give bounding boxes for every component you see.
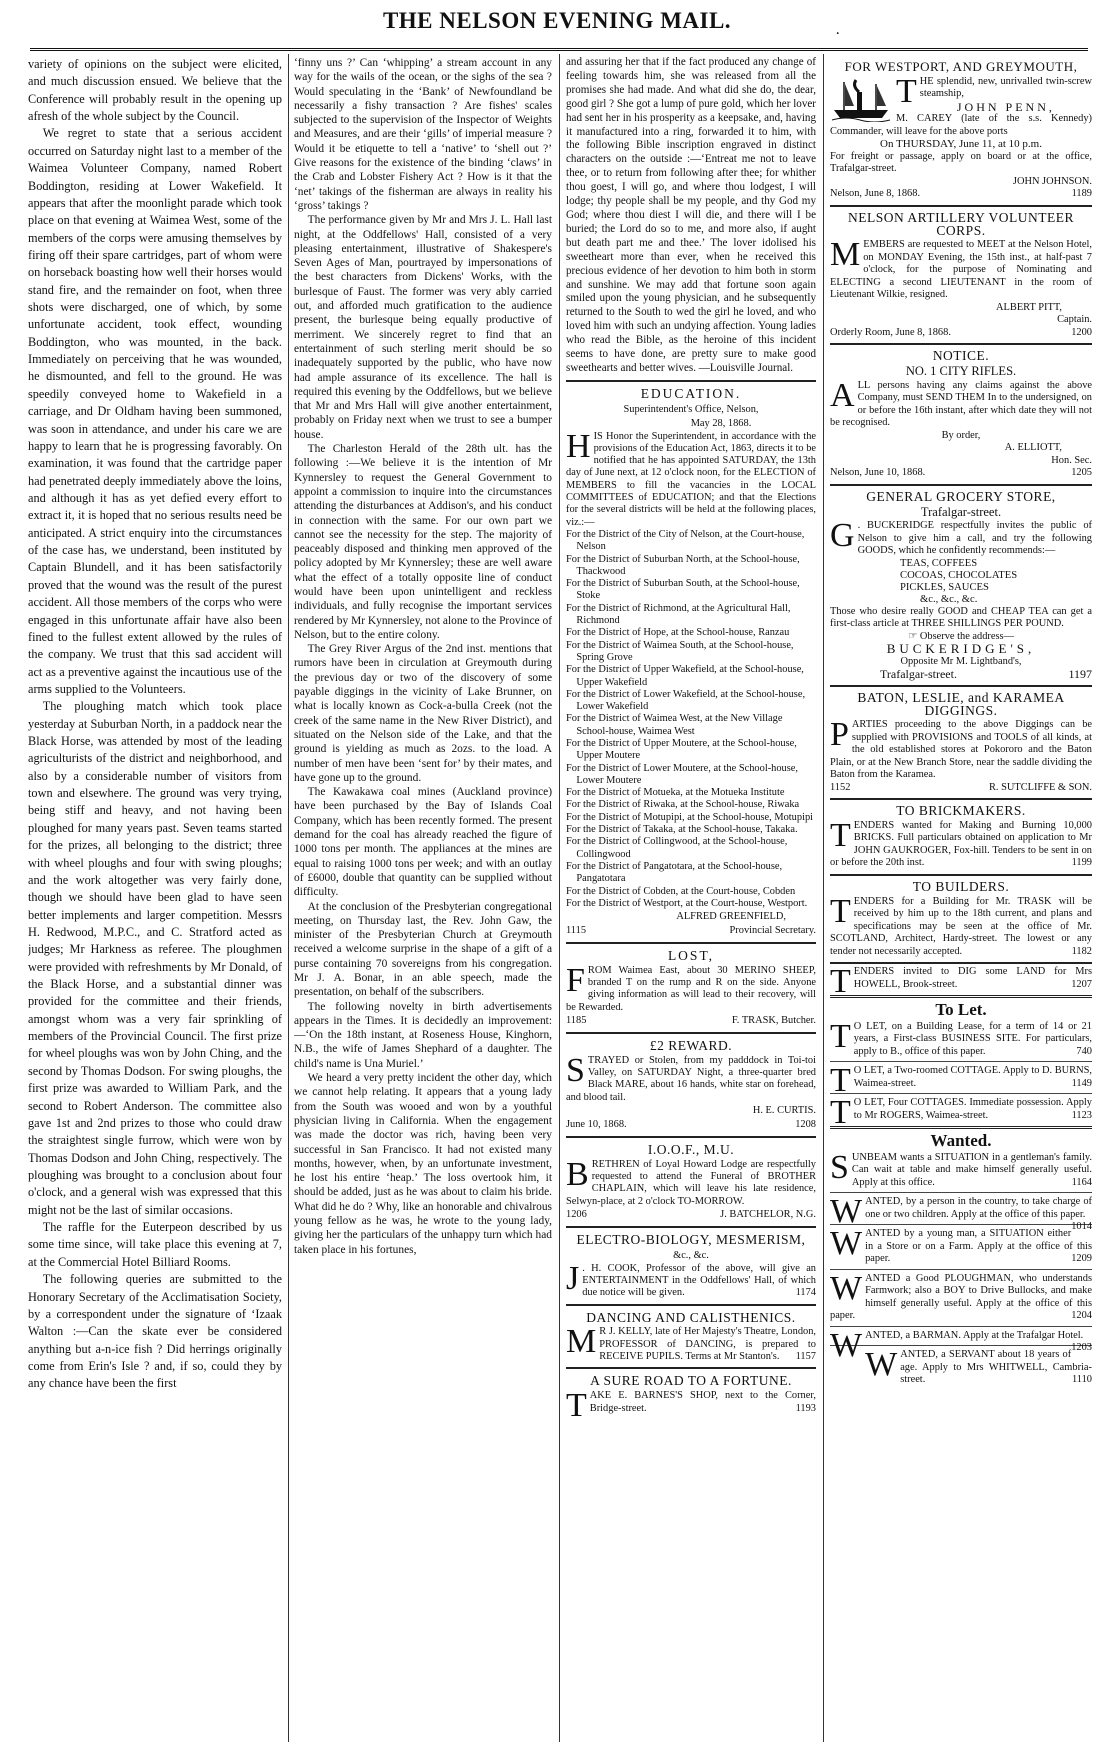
article-paragraph: The raffle for the Euterpeon described by us some time since, will take place this evening at 7, at the Commercial Hotel Billiard Rooms. [28, 1220, 282, 1269]
ad-body: EMBERS are requested to MEET at the Nelson Hotel, on MONDAY Evening, the 15th inst., at half-past 7 o'clock, for the purpose of Nominating and ELECTING a second LIEUTENANT in the room of Lieutenant Wilkie, resigned. [830, 239, 1092, 301]
ad-body: ANTED, a BARMAN. Apply at the Trafalgar Hotel. [865, 1329, 1084, 1341]
grocery-notice [830, 486, 1092, 687]
drop-cap: T [830, 1062, 851, 1100]
column-rule [559, 54, 560, 1742]
article-paragraph: variety of opinions on the subject were elicited, and much discussion ensued. We believe that the Conference will probably result in the opening up afresh of the whole subject by the Council. [28, 57, 282, 124]
ad-body: Observe the address— [919, 630, 1014, 642]
column-rule [288, 54, 289, 1742]
ad-title: DANCING AND CALISTHENICS. [586, 1309, 796, 1325]
ad-title: I.O.O.F., M.U. [647, 1141, 735, 1157]
ad-number: 1152 [830, 781, 851, 793]
ad-body: ENDERS for a Building for Mr. TRASK will be received by him up to the 18th current, and plans and specifications may be seen at the office of Mr. SCOTLAND, Architect, Hardy-street. The lowest or any tender not necessarily accepted. [830, 895, 1092, 957]
article-paragraph: The following queries are submitted to the Honorary Secretary of the Acclimatisation Society, by a correspondent under the signature of ‘Izaak Walton :—Can the skate ever be considered anything but a-n-ice fish ? Did herrings originally come from Erin's Isle ? and, if so, could they by any chance have been the first [28, 1272, 282, 1391]
list-item: For the District of Lower Moutere, at the School-house, Lower Moutere [566, 762, 799, 786]
ad-number: 1199 [1071, 857, 1092, 869]
list-item: For the District of Cobden, at the Court-house, Cobden [566, 885, 796, 897]
ad-body: Those who desire really GOOD and CHEAP TEA can get a first-class article at THREE SHILLINGS PER POUND. [830, 605, 1092, 630]
dateline: Superintendent's Office, Nelson, [623, 403, 759, 415]
signature: A. ELLIOTT, [1004, 442, 1062, 454]
drop-cap: W [830, 1193, 863, 1231]
ad-body: HE splendid, new, unrivalled twin-screw steamship, [919, 75, 1092, 100]
article-paragraph: We regret to state that a serious accident occurred on Saturday night last to a member of the Waimea Volunteer Company, named Robert Boddington, residing at Lower Wakefield. It appears that after the moonlight parade which took place on that evening at Waimea West, some of the members of the corps were amusing themselves by firing off their spare cartridges, part of whom were on horseback boasting how well their horses would stand fire, and the remainder on foot, when three shots were discharged, one of which, by some unfortunate accident, took effect, wounding Boddington, who was mounted, in the back. Immediately on perceiving that he was wounded, he dismounted, and fell to the ground. He was speedily conveyed home to Wakefield in a carriage, and Dr Oldham having been summoned, was soon in attendance, and under his care we are happy to learn that he is progressing favorably. On examination, it was found that the cartridge paper had penetrated deeply immediately above the loins, and although it has as yet defied every effort to extract it, it is hoped that no serious results need be anticipated. A strict enquiry into the circumstances of the case has, we understand, been instituted by Captain Blundell, and it has been satisfactorily proved that the wound was the result of the purest accident. All those members of the corps who were engaged in this unfortunate affair have also been fined to the fullest extent allowed by the rules of the company. We trust that this sad accident will act as a preventive against the incautious use of the arms supplied to the Volunteers. [28, 126, 282, 696]
drop-cap: T [830, 963, 851, 1001]
drop-cap: S [566, 1051, 585, 1089]
westport-notice [830, 56, 1092, 207]
ad-title: TO BRICKMAKERS. [896, 803, 1026, 819]
drop-cap: T [830, 892, 851, 930]
rifles-notice [830, 345, 1092, 486]
by-order: By order, [941, 429, 981, 441]
ad-title: ELECTRO-BIOLOGY, MESMERISM, [576, 1231, 806, 1247]
to-let-section [830, 998, 1092, 1132]
article-paragraph: The performance given by Mr and Mrs J. L. Hall last night, at the Oddfellows' Hall, consisted of a very pleasing entertainment, illustrative of Shakespere's Seven Ages of Man, pourtrayed by impersonations of the best characters from Dickens' Works, with the burlesque of Faust. The former was very ably carried out, and afforded much gratification to the audience present, the burlesque being equally productive of merriment. We sincerely regret to find that an entertainment of such sterling merit should be so inadequately supported by the public, who have now had ample assurance of its excellence. The hall is required this evening by the Oddfellows, but we believe that Mr and Mrs Hall will give another entertainment, probably on Friday next when we trust to see a bumper house. [294, 214, 552, 441]
ad-number: 1174 [795, 1287, 816, 1299]
list-item: &c., &c., &c. [920, 593, 978, 605]
signature: JOHN JOHNSON. [1012, 175, 1092, 187]
ad-body: R J. KELLY, late of Her Majesty's Theatre, London, PROFESSOR of DANCING, is prepared to RECEIVE PUPILS. Terms at Mr Stanton's. [599, 1326, 816, 1363]
signature: ALBERT PITT, [996, 301, 1062, 313]
ad-body: O LET, Four COTTAGES. Immediate possession. Apply to Mr ROGERS, Waimea-street. [853, 1097, 1092, 1121]
list-item: For the District of Lower Wakefield, at the School-house, Lower Wakefield [566, 688, 806, 713]
street-name: Trafalgar-street. [880, 667, 957, 682]
list-item: For the District of Hope, at the School-house, Ranzau [566, 627, 790, 639]
list-item: For the District of Motupipi, at the School-house, Motupipi [566, 811, 814, 823]
list-item: COCOAS, CHOCOLATES [900, 569, 1018, 581]
drop-cap: M [566, 1323, 597, 1361]
masthead-rule [30, 48, 1088, 51]
ad-number: 1200 [1071, 326, 1092, 338]
column-2 [294, 56, 552, 1740]
signature: ALFRED GREENFIELD, [676, 911, 786, 923]
ad-subtitle: &c., &c. [673, 1249, 709, 1261]
list-item: For the District of Suburban North, at the School-house, Thackwood [566, 553, 800, 577]
ad-title: FOR WESTPORT, AND GREYMOUTH, [844, 59, 1078, 74]
ad-body: ENDERS invited to DIG some LAND for Mrs HOWELL, Brook-street. [853, 966, 1092, 990]
ad-number: 1164 [1071, 1176, 1092, 1188]
dig-notice [830, 963, 1092, 1001]
drop-cap: P [830, 716, 849, 754]
pointing-hand-icon: ☞ [907, 630, 918, 642]
signer-role: Provincial Secretary. [729, 925, 816, 937]
ad-body: AKE E. BARNES'S SHOP, next to the Corner, Bridge-street. [589, 1390, 816, 1414]
list-item: For the District of Upper Moutere, at the School-house, Upper Moutere [566, 737, 797, 762]
list-item: TEAS, COFFEES [900, 557, 978, 569]
ad-number: 1203 [1071, 1342, 1092, 1354]
education-notice [566, 382, 816, 944]
signer-role: Captain. [1057, 314, 1092, 326]
article-paragraph: The following novelty in birth advertisements appears in the Times. It is decidedly an improvement:—‘On the 18th instant, at Roseness House, Kinghorn, N.B., the wife of James Shephard of a daughter. The child's name is Una Muriel.’ [294, 1000, 552, 1070]
ad-body: ARTIES proceeding to the above Diggings can be supplied with PROVISIONS and TOOLS of all kinds, at the old established stores at Pokororo and the Baton Plain, or at the New Branch Store, near the saddle dividing the Baton from the Karamea. [830, 719, 1092, 781]
ad-number: 1193 [795, 1402, 816, 1414]
article-paragraph: We heard a very pretty incident the other day, which we cannot help relating. It appears that a young lady from the South was wooed and won by a youthful physician living in California. When the engagement was made the doctor was rich, having been very successful in San Francisco. It had not existed many months, however, when, by an unfortunate investment, he lost his entire ‘heap.’ The loss overtook him, it should be added, just as he was about to claim his bride. What did he do ? Why, like an honorable and chivalrous young fellow as he was, he wrote to the young lady, giving her the particulars of the unhappy turn which had taken place in his fortunes, [294, 1072, 552, 1256]
ad-body: ANTED by a young man, a SITUATION either in a Store or on a Farm. Apply at the office of this paper. [865, 1228, 1092, 1265]
column-rule [823, 54, 824, 1742]
reward-notice [566, 1034, 816, 1138]
ad-number: 1207 [1071, 978, 1092, 990]
list-item: For the District of Waimea West, at the New Village School-house, Waimea West [566, 713, 783, 737]
section-title: Wanted. [930, 1131, 992, 1151]
article-paragraph: and assuring her that if the fact produced any change of feeling towards him, she was released from all the promises she had made. And what did she do, the dear, good girl ? She got a lump of pure gold, which her lover had sent her in his prosperity as a keepsake, and, having it manufactured into a ring, forwarded it to him, with the following Bible inscription engraved in distinct characters on the outside :—‘Entreat me not to leave thee, or to return from following after thee; for whither thou goest, I will go, and where thou lodgest, I will lodge; thy people shall be my people, and thy God my God; where thou diest I will die, and there will I be buried; the Lord do so to me, and more also, if aught but death part me and thee.’ The lover idolised his sweetheart more than ever, when he received this precious evidence of her devotion to him both in storm and sunshine. We may add that fortune soon again smiled upon the young physician, and he subsequently returned to the South to wed the girl he loved, and who loved him with such an undying affection. Young ladies who read the Bible, as the heroine of this incident seems to have done, are pretty sure to make good sweethearts and better wives. —Louisville Journal. [566, 56, 816, 382]
ad-body: ANTED a Good PLOUGHMAN, who understands Farmwork; also a BOY to Drive Bullocks, and make himself generally useful. Apply at the office of this paper. [830, 1272, 1092, 1322]
brickmakers-notice [830, 800, 1092, 876]
ad-number: 1115 [566, 925, 587, 937]
ad-title: NOTICE. [932, 348, 990, 364]
drop-cap: T [896, 72, 917, 110]
ad-number: 740 [1076, 1045, 1092, 1057]
ad-body: . H. COOK, Professor of the above, will give an ENTERTAINMENT in the Oddfellows' Hall, of which due notice will be given. [582, 1262, 816, 1299]
ad-title: BATON, LESLIE, and KARAMEA DIGGINGS. [857, 690, 1065, 718]
ad-title: EDUCATION. [640, 385, 742, 401]
list-item: For the District of Westport, at the Court-house, Westport. [566, 897, 808, 909]
list-item: For the District of the City of Nelson, at the Court-house, Nelson [566, 528, 805, 553]
ship-name: JOHN PENN, [956, 99, 1055, 114]
article-paragraph: The ploughing match which took place yesterday at Suburban North, in a paddock near the Black Horse, was attended by most of the leading agriculturists of the district and neighborhood, and also by a considerable number of visitors from town and elsewhere. The ground was very trying, being stiff and heavy, and not having been ploughed for many years past. Seven teams started for the prizes, all belonging to the district; three with wheel ploughs and four with swing ploughs; and the work altogether was very fairly done, though we should have been glad to have seen better implements and larger competition. Messrs H. Redwood, M.P.C., and C. Stratford acted as judges; Mr Harkness as referee. The ploughmen were provided with refreshments by Mr Donald, of the Black Horse, and a substantial dinner was provided for the committee and their friends, amongst whom was a very fair sprinkling of members of the Provincial Council. The first prize for wheel ploughs was won by John Ching, and the second by Thomas Dodson. For swing ploughs, the first prize was awarded to William Park, and the second to Robert Anderson. The committee also gave 1st and 2nd prizes to those who could draw the straightest single furrow, which were won by Thomas Dodson and John Ching, respectively. The ploughing was brought to a conclusion about four o'clock, and a general wish was expressed that this might not be the last of similar occasions. [28, 699, 282, 1217]
drop-cap: T [830, 1017, 851, 1055]
ad-number: 1182 [1071, 945, 1092, 957]
ad-number: 1206 [566, 1208, 587, 1220]
ad-date: Nelson, June 10, 1868. [830, 467, 926, 479]
ad-title: GENERAL GROCERY STORE, [866, 489, 1056, 504]
ad-number: 1205 [1071, 467, 1092, 479]
drop-cap: M [830, 236, 861, 274]
article-paragraph: The Kawakawa coal mines (Auckland province) have been purchased by the Bay of Islands Coal Company, which has been recently formed. The present demand for the coal has already reached the figure of 1000 tons per month. The appliances at the mines are equal to raising 1000 tons per week; and with an outlay of £6000, double that quantity can be supplied without difficulty. [294, 786, 552, 899]
ad-title: NELSON ARTILLERY VOLUNTEER CORPS. [848, 209, 1074, 238]
ad-body: TRAYED or Stolen, from my padddock in Toi-toi Valley, on SATURDAY Night, a three-quarter bred Black MARE, about 16 hands, white star on forehead, and blood tail. [566, 1054, 816, 1103]
electro-notice [566, 1228, 816, 1306]
ad-title: LOST, [667, 947, 715, 963]
list-item: For the District of Pangatotara, at the School-house, Pangatotara [566, 860, 783, 885]
ad-subtitle: Trafalgar-street. [920, 504, 1002, 519]
drop-cap: F [566, 961, 585, 999]
newspaper-title: THE NELSON EVENING MAIL. [382, 8, 732, 33]
ad-number: 1149 [1071, 1077, 1092, 1089]
article-paragraph: The Grey River Argus of the 2nd inst. mentions that rumors have been in circulation at Greymouth during the previous day or two of the discovery of some payable diggings in the vicinity of Lake Brunner, on what is locally known as Cock-a-bulla Creek (not the creek of the same name in the New River District), and situated on the Nelson side of the Lake, and that the ground is yielding as much as 2ozs. to the load. A number of men have been ‘sent for’ by their mates, and have gone up to the ground. [294, 643, 552, 784]
list-item: For the District of Collingwood, at the School-house, Collingwood [566, 836, 788, 860]
drop-cap: W [830, 1326, 863, 1364]
signer-role: Hon. Sec. [1051, 454, 1092, 466]
drop-cap: T [830, 1094, 851, 1132]
ad-title: TO BUILDERS. [912, 878, 1010, 894]
drop-cap: H [566, 427, 591, 465]
ad-body: ENDERS wanted for Making and Burning 10,000 BRICKS. Full particulars obtained on application to Mr JOHN GAUKROGER, Fox-hill. Tenders to be sent in on or before the 20th inst. [830, 819, 1092, 869]
ad-number: 1185 [566, 1015, 587, 1027]
drop-cap: B [566, 1155, 589, 1193]
shop-name: BUCKERIDGE'S, [886, 641, 1036, 657]
ad-body: M. CAREY (late of the s.s. Kennedy) Commander, will leave for the above ports [830, 113, 1092, 137]
ad-body: RETHREN of Loyal Howard Lodge are respectfully requested to attend the Funeral of BROTHER CHAPLAIN, which will leave his late residence, Selwyn-place, at 2 o'clock TO-MORROW. [566, 1158, 816, 1207]
ad-number: 1189 [1071, 188, 1092, 200]
ad-body: For freight or passage, apply on board or at the office, Trafalgar-street. [830, 150, 1092, 175]
ad-body: . BUCKERIDGE respectfully invites the public of Nelson to give him a call, and try the following GOODS, which he confidently recommends:— [857, 520, 1092, 557]
ad-number: 1123 [1071, 1109, 1092, 1121]
goods-list [830, 558, 1092, 606]
signature: R. SUTCLIFFE & SON. [988, 781, 1092, 793]
drop-cap: W [865, 1346, 898, 1384]
signature: H. E. CURTIS. [752, 1105, 816, 1117]
drop-cap: T [566, 1387, 587, 1425]
ad-body: ANTED, by a person in the country, to take charge of one or two children. Apply at the office of this paper. [865, 1196, 1092, 1220]
ad-title: A SURE ROAD TO A FORTUNE. [590, 1373, 792, 1389]
baton-notice [830, 687, 1092, 800]
ad-number: 1157 [795, 1351, 816, 1363]
dancing-notice [566, 1306, 816, 1370]
drop-cap: J [566, 1259, 580, 1297]
ad-body: ROM Waimea East, about 30 MERINO SHEEP, branded T on the rump and R on the side. Anyone giving information as will lead to their recovery, will be Rewarded. [566, 964, 816, 1013]
fortune-notice [566, 1369, 816, 1425]
ad-body: LL persons having any claims against the above Company, must SEND THEM In to the undersigned, on or before the 16th instant, after which date they will not be recognised. [830, 379, 1092, 429]
masthead-dot: . [835, 22, 840, 38]
artillery-notice [830, 207, 1092, 345]
ad-number: 1110 [1071, 1374, 1092, 1386]
column-3 [566, 56, 816, 1740]
ad-date: Nelson, June 8, 1868. [830, 188, 921, 200]
article-paragraph: At the conclusion of the Presbyterian congregational meeting, on Thursday last, the Rev. John Gaw, the minister of the Presbyterian Church at Greymouth received a welcome surprise in the shape of a gift of a purse containing 70 sovereigns from his congregation. Mr J. A. Bonar, in an able speech, made the presentation, on behalf of the subscribers. [294, 900, 552, 999]
column-1 [28, 56, 282, 1740]
drop-cap: W [830, 1269, 863, 1307]
list-item: For the District of Riwaka, at the School-house, Riwaka [566, 799, 800, 811]
ad-number: 1208 [795, 1118, 816, 1130]
ad-number: 1197 [1068, 667, 1092, 682]
list-item: For the District of Takaka, at the School-house, Takaka. [566, 824, 798, 836]
section-title: To Let. [935, 1000, 987, 1020]
list-item: For the District of Suburban South, at the School-house, Stoke [566, 578, 800, 602]
ad-body: ANTED, a SERVANT about 18 years of age. Apply to Mrs WHITWELL, Cambria-street. [900, 1349, 1092, 1386]
masthead [24, 6, 1090, 46]
drop-cap: S [830, 1148, 849, 1186]
article-paragraph: The Charleston Herald of the 28th ult. has the following :—We believe it is the intention of Mr Kynnersley to request the General Government to appoint a commission to inquire into the circumstances attending the disturbances at Addison's, and his conduct in connection with the same. For our own part we cannot see the necessity for the step. The majority of peaceably disposed and thinking men approved of the policy adopted by Mr Kynnersley; these are well aware what the effect of a totally opposite line of conduct would have been upon unintelligent and reckless individuals, and fully recognise the important services rendered by Mr Kynnersley, not alone to the Province of Nelson, but to the entire colony. [294, 443, 552, 641]
ad-body: Opposite Mr M. Lightband's, [900, 655, 1022, 667]
article-paragraph: ‘finny uns ?’ Can ‘whipping’ a stream account in any way for the wails of the ocean, or the sighs of the sea ? Would speculating in the ‘Bank’ of Newfoundland be necessarily a fishy transaction ? Are fishes' scales subjected to the supervision of the Inspector of Weights and Measures, and are their ‘gills’ of imperial measure ? Would it be etiquette to tell a ‘native’ to ‘shell out ?’ Give reasons for the existence of the binding ‘claws’ in the Crab and Lobster Fishery Act ? How is it that the ‘net’ takings of the fisherman are always in reality his ‘gross’ takings ? [294, 57, 552, 212]
list-item: For the District of Motueka, at the Motueka Institute [566, 787, 785, 799]
ad-date: June 10, 1868. [566, 1118, 627, 1130]
ad-title: £2 REWARD. [649, 1037, 733, 1053]
list-item: PICKLES, SAUCES [900, 581, 989, 593]
ad-subtitle: NO. 1 CITY RIFLES. [905, 364, 1017, 379]
ad-number: 1014 [1071, 1221, 1092, 1233]
ad-body: IS Honor the Superintendent, in accordance with the provisions of the Education Act, 1863, directs it to be notified that he has appointed SATURDAY, the 13th day of June next, at 12 o'clock noon, for the ELECTION of MEMBERS to fill the vacancies in the LOCAL COMMITTEES of EDUCATION; and that the Elections for the several districts will be held at the following places, viz.:— [566, 430, 816, 528]
column-4 [830, 56, 1092, 1740]
drop-cap: T [830, 816, 851, 854]
ad-number: 1204 [1071, 1310, 1092, 1322]
signature: J. BATCHELOR, N.G. [720, 1208, 816, 1220]
steamship-icon [830, 78, 892, 122]
ad-body: UNBEAM wants a SITUATION in a gentleman's family. Can wait at table and make himself generally useful. Apply at this office. [851, 1151, 1092, 1188]
ad-body: O LET, a Two-roomed COTTAGE. Apply to D. BURNS, Waimea-street. [853, 1065, 1092, 1089]
lost-notice [566, 944, 816, 1034]
ad-date: Orderly Room, June 8, 1868. [830, 326, 951, 338]
iof-notice [566, 1138, 816, 1228]
drop-cap: W [830, 1225, 863, 1263]
drop-cap: A [830, 376, 855, 414]
wanted-section [830, 1129, 1092, 1391]
builders-notice [830, 876, 1092, 964]
list-item: For the District of Richmond, at the Agricultural Hall, Richmond [566, 602, 791, 627]
list-item: For the District of Upper Wakefield, at the School-house, Upper Wakefield [566, 664, 804, 688]
dateline: May 28, 1868. [690, 417, 752, 429]
signature: F. TRASK, Butcher. [731, 1015, 816, 1027]
sailing-time: On THURSDAY, June 11, at 10 p.m. [880, 138, 1042, 151]
list-item: For the District of Waimea South, at the School-house, Spring Grove [566, 639, 794, 663]
ad-body: O LET, on a Building Lease, for a term of 14 or 21 years, a First-class BUSINESS SITE. For particulars, apply to B., office of this paper. [853, 1020, 1092, 1057]
ad-number: 1209 [1071, 1253, 1092, 1265]
drop-cap: G [830, 517, 855, 555]
place-list [566, 529, 816, 910]
